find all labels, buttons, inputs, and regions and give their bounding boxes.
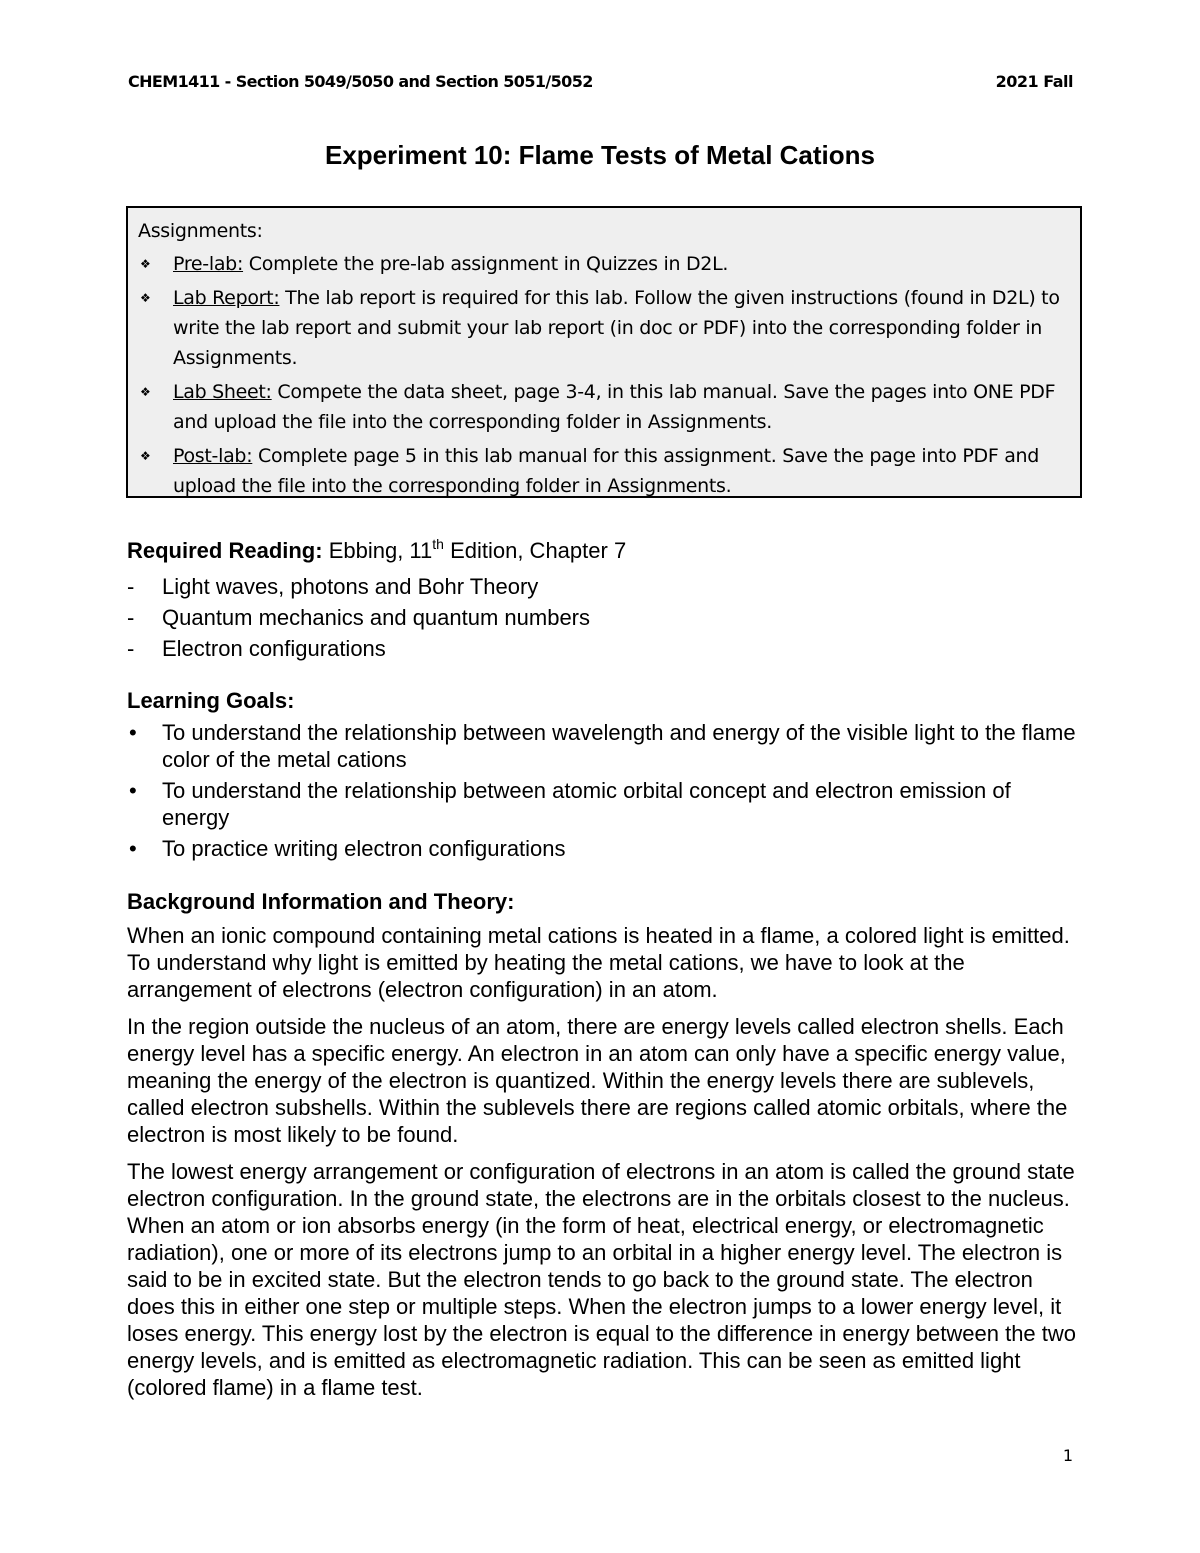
dash-icon: - (127, 605, 135, 630)
bullet-icon: • (129, 778, 137, 803)
assignment-item (138, 377, 1070, 437)
assignments-heading: Assignments: (138, 220, 263, 242)
diamond-bullet-icon: ❖ (140, 257, 151, 271)
bullet-icon: • (129, 720, 137, 745)
background-heading: Background Information and Theory: (127, 889, 515, 914)
assignment-text: Compete the data sheet, page 3-4, in this lab manual. Save the pages into ONE PDF and upload the file into the corresponding folder in Assignments. (173, 381, 1056, 433)
dash-icon: - (127, 574, 135, 599)
learning-goal-item: • To practice writing electron configurations (129, 836, 566, 861)
page-number: 1 (1062, 1446, 1073, 1465)
dash-icon: - (127, 636, 135, 661)
assignment-item (138, 441, 1070, 501)
assignment-term: Pre-lab: (173, 253, 244, 275)
assignment-text: The lab report is required for this lab. Follow the given instructions (found in D2L) to write the lab report and submit your lab report (in doc or PDF) into the corresponding folder in Assignments. (173, 287, 1060, 369)
required-reading (127, 538, 1077, 564)
header-course: CHEM1411 - Section 5049/5050 and Section 5051/5052 (128, 72, 593, 91)
page-title: Experiment 10: Flame Tests of Metal Cations (325, 140, 875, 170)
required-reading-label: Required Reading: (127, 538, 323, 563)
header-term: 2021 Fall (995, 72, 1073, 91)
diamond-bullet-icon: ❖ (140, 449, 151, 463)
learning-goals-list (127, 719, 1077, 866)
learning-goal-item: • To understand the relationship between wavelength and energy of the visible light to the flame color of the metal cations (129, 720, 1076, 772)
background-paragraph: In the region outside the nucleus of an atom, there are energy levels called electron shells. Each energy level has a specific energy. An electron in an atom can only have a specific energy value, meaning the energy of the electron is quantized. Within the energy levels there are sublevels, called electron subshells. Within the sublevels there are regions called atomic orbitals, where the electron is most likely to be found. (127, 1014, 1068, 1147)
assignment-term: Post-lab: (173, 445, 253, 467)
reading-list-item: - Electron configurations (127, 633, 590, 664)
background-paragraph: The lowest energy arrangement or configuration of electrons in an atom is called the ground state electron configuration. In the ground state, the electrons are in the orbitals closest to the nucleus. When an atom or ion absorbs energy (in the form of heat, electrical energy, or electromagnetic radiation), one or more of its electrons jump to an orbital in a higher energy level. The electron is said to be in excited state. But the electron tends to go back to the ground state. The electron does this in either one step or multiple steps. When the electron jumps to a lower energy level, it loses energy. This energy lost by the electron is equal to the difference in energy between the two energy levels, and is emitted as electromagnetic radiation. This can be seen as emitted light (colored flame) in a flame test. (127, 1159, 1077, 1400)
assignment-text: Complete the pre-lab assignment in Quizzes in D2L. (243, 253, 729, 275)
required-reading-text-after: Edition, Chapter 7 (443, 538, 627, 563)
required-reading-text: Ebbing, 11 (322, 538, 433, 563)
background-paragraph: When an ionic compound containing metal cations is heated in a flame, a colored light is emitted. To understand why light is emitted by heating the metal cations, we have to look at the arrangement of electrons (electron configuration) in an atom. (127, 923, 1070, 1002)
assignment-text: Complete page 5 in this lab manual for this assignment. Save the page into PDF and upload the file into the corresponding folder in Assignments. (173, 445, 1040, 497)
required-reading-superscript: th (432, 536, 444, 552)
assignment-term: Lab Sheet: (173, 381, 272, 403)
learning-goals-heading: Learning Goals: (127, 688, 295, 713)
reading-list (127, 571, 590, 664)
assignments-box (126, 206, 1082, 498)
diamond-bullet-icon: ❖ (140, 291, 151, 305)
diamond-bullet-icon: ❖ (140, 385, 151, 399)
bullet-icon: • (129, 836, 137, 861)
reading-list-item: - Light waves, photons and Bohr Theory (127, 571, 590, 602)
assignment-item (138, 249, 1070, 279)
assignment-item (138, 283, 1070, 373)
reading-list-item: - Quantum mechanics and quantum numbers (127, 602, 590, 633)
assignment-term: Lab Report: (173, 287, 280, 309)
learning-goal-item: • To understand the relationship between atomic orbital concept and electron emission of energy (129, 778, 1011, 830)
background-text (127, 922, 1082, 1411)
